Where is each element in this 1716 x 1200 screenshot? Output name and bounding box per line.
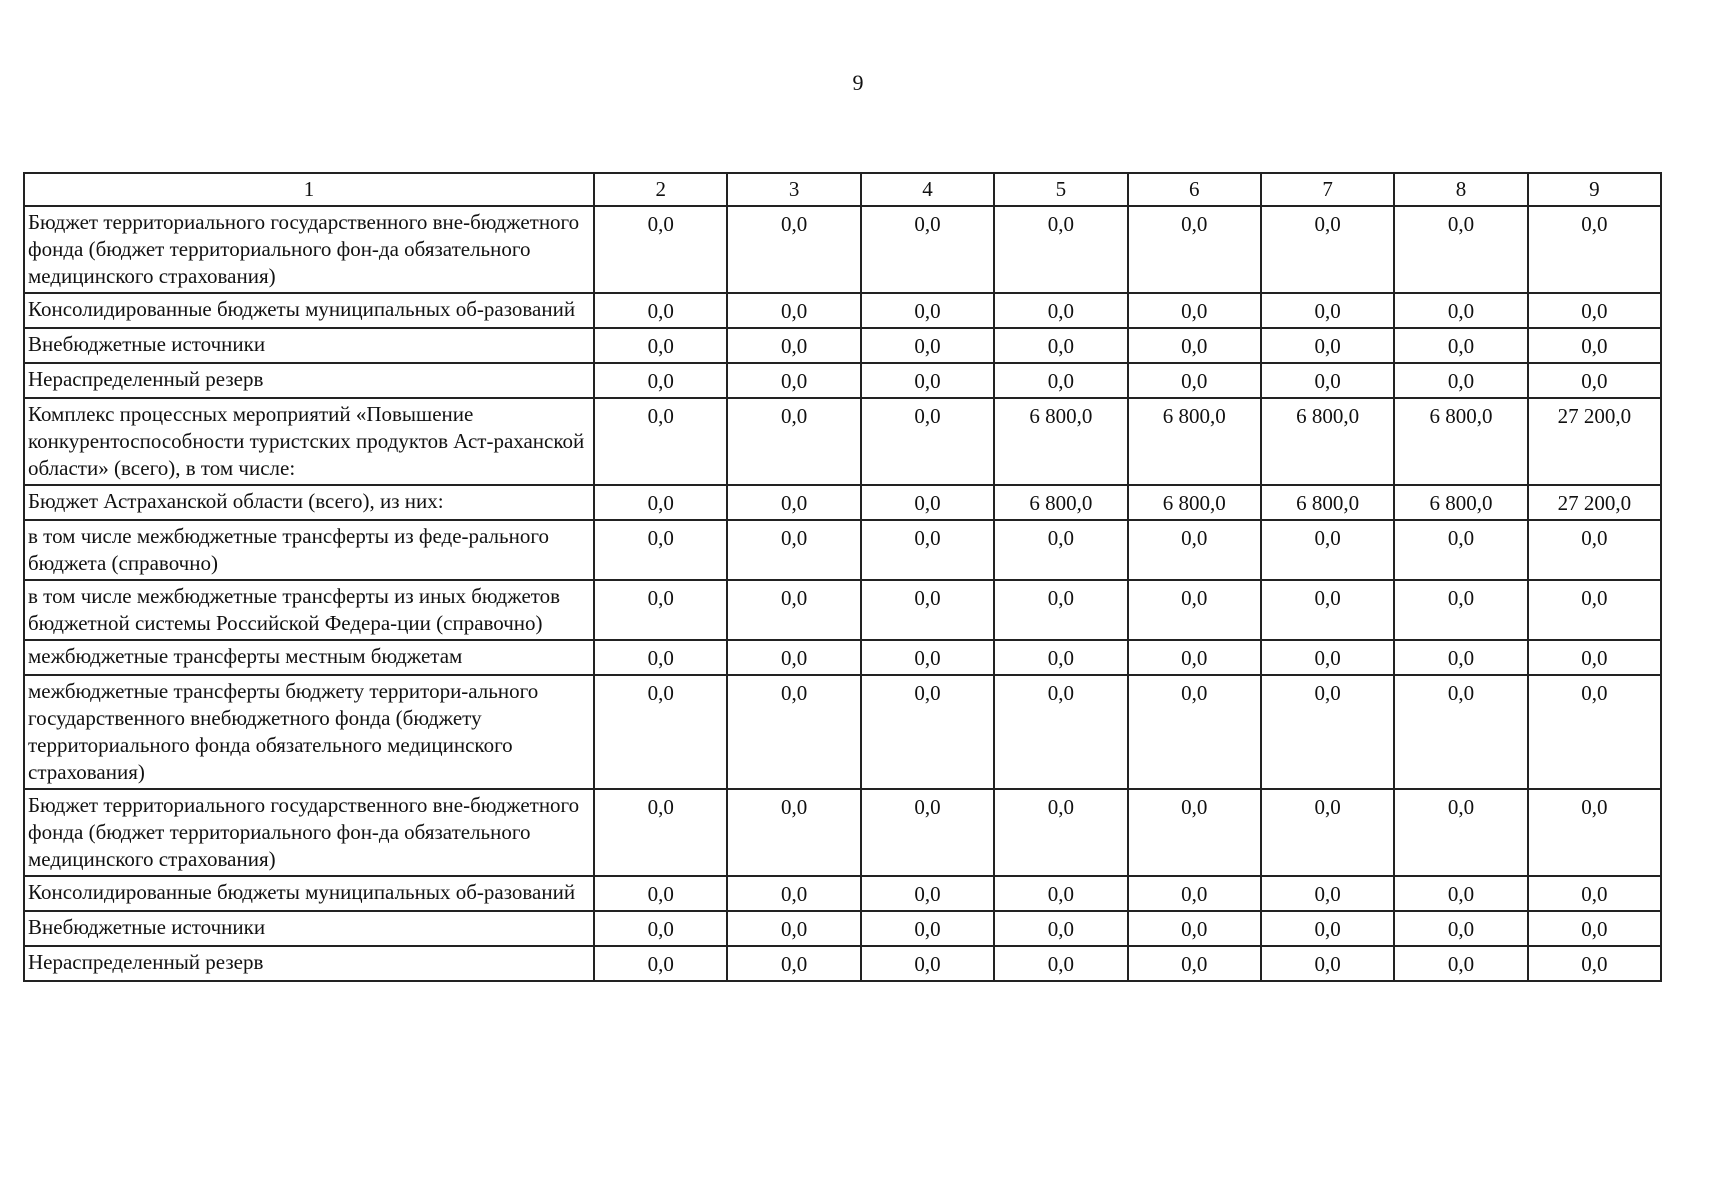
- table-row: [24, 363, 1661, 398]
- row-label: межбюджетные трансферты местным бюджетам: [24, 640, 594, 675]
- row-label: в том числе межбюджетные трансферты из феде-рального бюджета (справочно): [24, 520, 594, 580]
- row-value-col-4: 0,0: [861, 876, 994, 911]
- row-value-col-3: 0,0: [727, 911, 860, 946]
- column-header-4: 4: [861, 173, 994, 206]
- table-row: [24, 580, 1661, 640]
- row-value-col-2: 0,0: [594, 328, 727, 363]
- row-value-col-2: 0,0: [594, 206, 727, 293]
- row-value-col-6: 0,0: [1128, 876, 1261, 911]
- table-row: [24, 293, 1661, 328]
- row-value-col-6: 0,0: [1128, 946, 1261, 981]
- table-header-row: [24, 173, 1661, 206]
- row-value-col-6: 6 800,0: [1128, 485, 1261, 520]
- row-value-col-9: 0,0: [1528, 789, 1661, 876]
- row-value-col-4: 0,0: [861, 363, 994, 398]
- table-row: [24, 911, 1661, 946]
- row-value-col-9: 0,0: [1528, 520, 1661, 580]
- row-value-col-8: 0,0: [1394, 911, 1527, 946]
- row-value-col-8: 0,0: [1394, 789, 1527, 876]
- row-value-col-3: 0,0: [727, 789, 860, 876]
- table-row: [24, 876, 1661, 911]
- row-value-col-2: 0,0: [594, 675, 727, 789]
- row-label: Внебюджетные источники: [24, 328, 594, 363]
- row-label: Внебюджетные источники: [24, 911, 594, 946]
- row-value-col-2: 0,0: [594, 946, 727, 981]
- row-value-col-6: 0,0: [1128, 640, 1261, 675]
- row-value-col-4: 0,0: [861, 520, 994, 580]
- row-value-col-6: 0,0: [1128, 675, 1261, 789]
- row-label: Консолидированные бюджеты муниципальных об-разований: [24, 293, 594, 328]
- row-value-col-8: 0,0: [1394, 520, 1527, 580]
- table-row: [24, 675, 1661, 789]
- row-value-col-9: 0,0: [1528, 876, 1661, 911]
- row-value-col-5: 0,0: [994, 520, 1127, 580]
- column-header-8: 8: [1394, 173, 1527, 206]
- row-label: Нераспределенный резерв: [24, 363, 594, 398]
- row-value-col-2: 0,0: [594, 640, 727, 675]
- row-value-col-2: 0,0: [594, 398, 727, 485]
- row-value-col-5: 6 800,0: [994, 398, 1127, 485]
- row-value-col-8: 0,0: [1394, 363, 1527, 398]
- row-value-col-8: 0,0: [1394, 640, 1527, 675]
- row-value-col-2: 0,0: [594, 911, 727, 946]
- row-value-col-5: 0,0: [994, 876, 1127, 911]
- table-row: [24, 946, 1661, 981]
- row-value-col-5: 0,0: [994, 789, 1127, 876]
- row-value-col-3: 0,0: [727, 293, 860, 328]
- row-value-col-9: 0,0: [1528, 640, 1661, 675]
- row-value-col-3: 0,0: [727, 640, 860, 675]
- row-value-col-8: 6 800,0: [1394, 398, 1527, 485]
- column-header-3: 3: [727, 173, 860, 206]
- row-value-col-4: 0,0: [861, 485, 994, 520]
- row-value-col-4: 0,0: [861, 328, 994, 363]
- row-value-col-2: 0,0: [594, 293, 727, 328]
- page-number: 9: [852, 70, 864, 95]
- row-value-col-2: 0,0: [594, 520, 727, 580]
- row-value-col-4: 0,0: [861, 640, 994, 675]
- row-value-col-5: 0,0: [994, 640, 1127, 675]
- table-row: [24, 328, 1661, 363]
- row-value-col-3: 0,0: [727, 946, 860, 981]
- table-body: [24, 206, 1661, 981]
- row-value-col-6: 0,0: [1128, 520, 1261, 580]
- row-value-col-9: 27 200,0: [1528, 485, 1661, 520]
- row-label: Бюджет территориального государственного вне-бюджетного фонда (бюджет территориального фон-да обязательного медицинского страхования): [24, 206, 594, 293]
- row-value-col-9: 0,0: [1528, 911, 1661, 946]
- row-value-col-3: 0,0: [727, 876, 860, 911]
- table-row: [24, 485, 1661, 520]
- row-value-col-4: 0,0: [861, 675, 994, 789]
- row-value-col-7: 0,0: [1261, 206, 1394, 293]
- row-value-col-6: 0,0: [1128, 911, 1261, 946]
- row-label: Нераспределенный резерв: [24, 946, 594, 981]
- row-value-col-4: 0,0: [861, 293, 994, 328]
- row-value-col-7: 0,0: [1261, 640, 1394, 675]
- row-value-col-2: 0,0: [594, 876, 727, 911]
- row-value-col-3: 0,0: [727, 328, 860, 363]
- row-value-col-4: 0,0: [861, 946, 994, 981]
- row-value-col-9: 0,0: [1528, 675, 1661, 789]
- row-value-col-4: 0,0: [861, 580, 994, 640]
- column-header-7: 7: [1261, 173, 1394, 206]
- row-value-col-4: 0,0: [861, 789, 994, 876]
- column-header-6: 6: [1128, 173, 1261, 206]
- column-header-1: 1: [24, 173, 594, 206]
- row-value-col-7: 0,0: [1261, 293, 1394, 328]
- row-value-col-8: 0,0: [1394, 675, 1527, 789]
- row-value-col-9: 0,0: [1528, 580, 1661, 640]
- row-value-col-6: 0,0: [1128, 293, 1261, 328]
- row-value-col-4: 0,0: [861, 206, 994, 293]
- row-value-col-8: 0,0: [1394, 293, 1527, 328]
- row-value-col-7: 0,0: [1261, 580, 1394, 640]
- row-value-col-2: 0,0: [594, 789, 727, 876]
- row-value-col-4: 0,0: [861, 911, 994, 946]
- row-value-col-3: 0,0: [727, 485, 860, 520]
- column-header-2: 2: [594, 173, 727, 206]
- row-value-col-3: 0,0: [727, 580, 860, 640]
- row-label: межбюджетные трансферты бюджету территори-ального государственного внебюджетного фонда (бюджету территориального фонда обязательного медицинского страхования): [24, 675, 594, 789]
- table-row: [24, 789, 1661, 876]
- row-value-col-8: 0,0: [1394, 328, 1527, 363]
- row-value-col-7: 0,0: [1261, 363, 1394, 398]
- row-label: Консолидированные бюджеты муниципальных об-разований: [24, 876, 594, 911]
- row-value-col-7: 0,0: [1261, 911, 1394, 946]
- row-value-col-4: 0,0: [861, 398, 994, 485]
- row-value-col-7: 0,0: [1261, 520, 1394, 580]
- row-value-col-6: 0,0: [1128, 580, 1261, 640]
- row-value-col-6: 6 800,0: [1128, 398, 1261, 485]
- row-value-col-2: 0,0: [594, 580, 727, 640]
- row-value-col-3: 0,0: [727, 520, 860, 580]
- row-value-col-6: 0,0: [1128, 328, 1261, 363]
- row-value-col-7: 0,0: [1261, 328, 1394, 363]
- row-value-col-9: 0,0: [1528, 328, 1661, 363]
- row-value-col-3: 0,0: [727, 398, 860, 485]
- row-value-col-6: 0,0: [1128, 363, 1261, 398]
- table-row: [24, 640, 1661, 675]
- row-value-col-7: 6 800,0: [1261, 398, 1394, 485]
- row-value-col-5: 6 800,0: [994, 485, 1127, 520]
- row-value-col-7: 0,0: [1261, 876, 1394, 911]
- budget-table: [23, 172, 1662, 982]
- column-header-5: 5: [994, 173, 1127, 206]
- row-value-col-8: 0,0: [1394, 206, 1527, 293]
- column-header-9: 9: [1528, 173, 1661, 206]
- row-value-col-9: 0,0: [1528, 363, 1661, 398]
- row-value-col-5: 0,0: [994, 946, 1127, 981]
- row-label: Бюджет территориального государственного вне-бюджетного фонда (бюджет территориального фон-да обязательного медицинского страхования): [24, 789, 594, 876]
- row-value-col-8: 0,0: [1394, 580, 1527, 640]
- row-value-col-6: 0,0: [1128, 789, 1261, 876]
- row-label: Комплекс процессных мероприятий «Повышение конкурентоспособности туристских продуктов Аст-раханской области» (всего), в том числе:: [24, 398, 594, 485]
- row-value-col-8: 6 800,0: [1394, 485, 1527, 520]
- row-value-col-5: 0,0: [994, 675, 1127, 789]
- row-value-col-2: 0,0: [594, 485, 727, 520]
- row-value-col-9: 27 200,0: [1528, 398, 1661, 485]
- row-value-col-5: 0,0: [994, 580, 1127, 640]
- row-value-col-7: 0,0: [1261, 675, 1394, 789]
- table-row: [24, 398, 1661, 485]
- row-value-col-3: 0,0: [727, 675, 860, 789]
- row-value-col-5: 0,0: [994, 363, 1127, 398]
- row-value-col-9: 0,0: [1528, 946, 1661, 981]
- row-value-col-3: 0,0: [727, 206, 860, 293]
- row-value-col-5: 0,0: [994, 911, 1127, 946]
- row-value-col-5: 0,0: [994, 293, 1127, 328]
- row-value-col-9: 0,0: [1528, 293, 1661, 328]
- row-label: в том числе межбюджетные трансферты из иных бюджетов бюджетной системы Российской Федера-ции (справочно): [24, 580, 594, 640]
- row-value-col-5: 0,0: [994, 206, 1127, 293]
- row-value-col-7: 0,0: [1261, 946, 1394, 981]
- row-value-col-7: 0,0: [1261, 789, 1394, 876]
- row-label: Бюджет Астраханской области (всего), из них:: [24, 485, 594, 520]
- row-value-col-3: 0,0: [727, 363, 860, 398]
- table-row: [24, 520, 1661, 580]
- row-value-col-8: 0,0: [1394, 946, 1527, 981]
- row-value-col-9: 0,0: [1528, 206, 1661, 293]
- row-value-col-7: 6 800,0: [1261, 485, 1394, 520]
- row-value-col-6: 0,0: [1128, 206, 1261, 293]
- row-value-col-2: 0,0: [594, 363, 727, 398]
- row-value-col-5: 0,0: [994, 328, 1127, 363]
- table-row: [24, 206, 1661, 293]
- row-value-col-8: 0,0: [1394, 876, 1527, 911]
